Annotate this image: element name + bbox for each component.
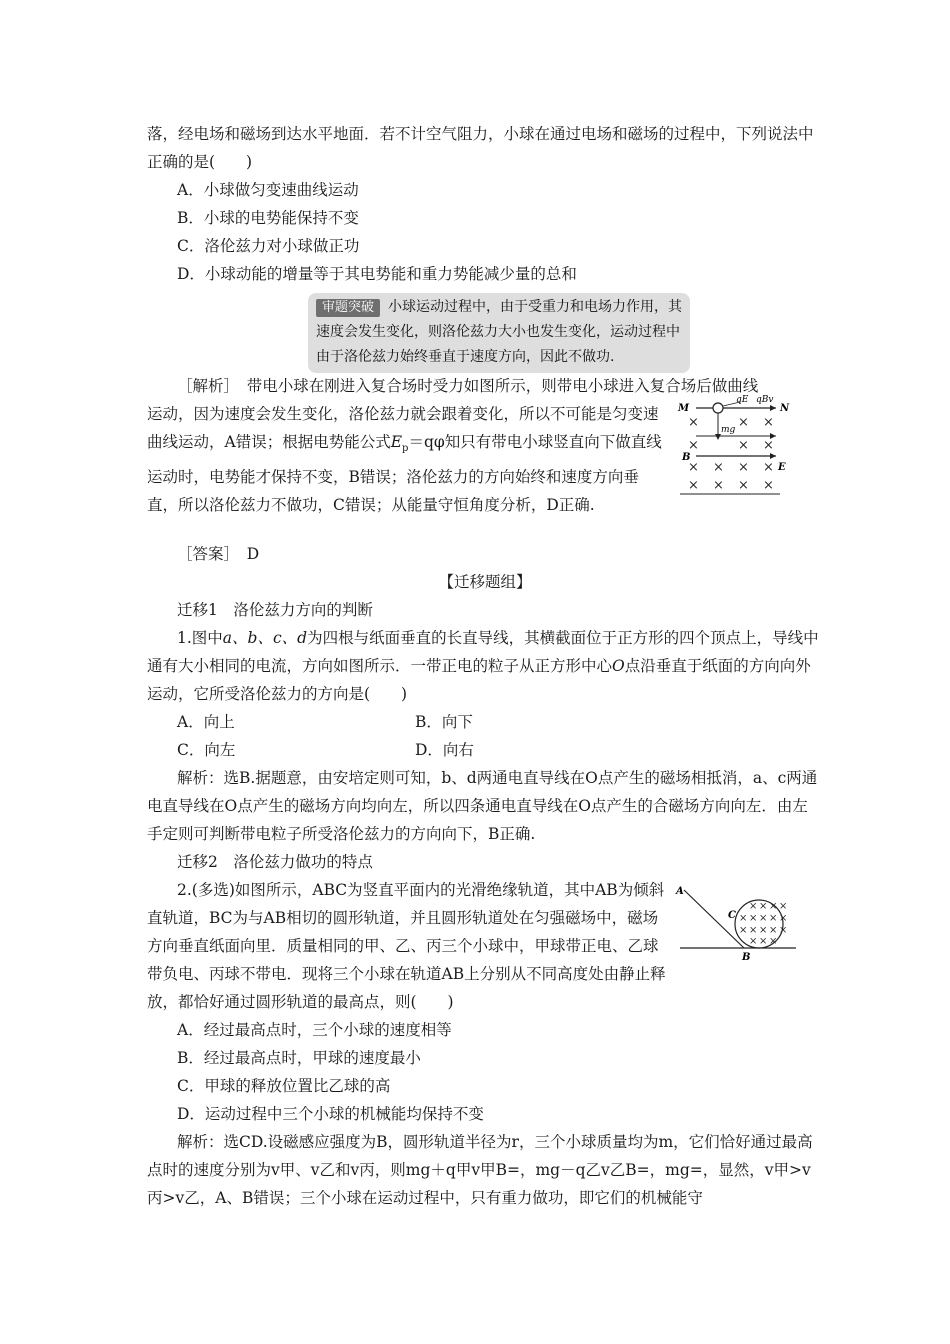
label-a: A: [676, 886, 684, 897]
analysis-text-3: ＝qφ知只有带电小球竖直向下做直线运动时，电势能才保持不变，B错误；洛伦兹力的方向始终和速度方向垂直，所以洛伦兹力不做功，C错误；从能量守恒角度分析，D正确.: [147, 433, 662, 515]
label-b: B: [682, 452, 691, 463]
stem-part: 点沿垂直于纸面的方向向外运动，它所受洛伦兹力的方向是( ): [147, 657, 811, 703]
analysis-text-2: 运动，因为速度会发生变化，洛伦兹力就会跟着变化，所以不可能是匀变速曲线运动，A错误；根据电势能公式: [147, 405, 659, 451]
cross: ×: [749, 901, 758, 912]
label-e: E: [778, 462, 786, 473]
t2-option-a: A．经过最高点时，三个小球的速度相等: [177, 1021, 452, 1039]
cross: ×: [738, 460, 749, 475]
stem-part: 1.图中: [177, 629, 223, 647]
cross: ×: [769, 925, 778, 936]
answer-label: ［答案］: [177, 545, 232, 563]
cross: ×: [738, 438, 749, 453]
cross: ×: [779, 925, 788, 936]
cross: ×: [769, 901, 778, 912]
hint-tag: 审题突破: [316, 299, 380, 317]
option-b: B．小球的电势能保持不变: [177, 209, 359, 227]
stem-o: O: [612, 657, 625, 675]
magnetic-field-crosses: [739, 901, 787, 947]
t2-option-d: D．运动过程中三个小球的机械能均保持不变: [177, 1105, 484, 1123]
stem-part: 为四根与纸面垂直的长直导线，其横截面位于正方形的四个顶点上，导线中通有大小相同的电流，方向如图所示．一带正电的粒子从正方形中心: [147, 629, 819, 675]
transfer-2-stem: 2.(多选)如图所示，ABC为竖直平面内的光滑绝缘轨道，其中AB为倾斜直轨道，BC为与AB相切的圆形轨道，并且圆形轨道处在匀强磁场中，磁场方向垂直纸面向里．质量相同的甲、乙、丙三个小球中，甲球带正电、乙球带负电、丙球不带电．现将三个小球在轨道AB上分别从不同高度处由静止释放，都恰好通过圆形轨道的最高点，则( ): [147, 881, 666, 1011]
answer-line: [147, 540, 823, 568]
field-diagram: [676, 394, 792, 498]
cross: ×: [769, 913, 778, 924]
t1-option-c: C．向左: [177, 741, 236, 759]
label-b: B: [742, 952, 751, 963]
label-m: M: [678, 403, 690, 414]
cross: ×: [779, 913, 788, 924]
formula-sub: p: [402, 443, 409, 455]
option-d: D．小球动能的增量等于其电势能和重力势能减少量的总和: [177, 265, 577, 283]
cross: ×: [738, 478, 749, 493]
t1-option-a: A．向上: [177, 713, 235, 731]
t2-option-c: C．甲球的释放位置比乙球的高: [177, 1077, 391, 1095]
cross: ×: [688, 478, 699, 493]
cross: ×: [749, 936, 758, 947]
hint-box: [308, 293, 690, 373]
transfer-1-stem: [147, 624, 823, 708]
label-mg: mg: [721, 425, 736, 435]
label-qbv: qBv: [756, 395, 774, 405]
label-c: C: [728, 910, 736, 921]
cross: ×: [759, 925, 768, 936]
cross: ×: [749, 913, 758, 924]
transfer-1-title: 迁移1 洛伦兹力方向的判断: [177, 601, 373, 619]
t1-option-d: D．向右: [415, 741, 474, 759]
cross: ×: [759, 936, 768, 947]
analysis-label: ［解析］: [177, 377, 232, 395]
answer-value: D: [246, 545, 260, 563]
label-qe: qE: [736, 395, 749, 405]
stem-vars: a、b、c、d: [222, 629, 308, 647]
cross: ×: [779, 901, 788, 912]
cross: ×: [769, 936, 778, 947]
cross: ×: [713, 478, 724, 493]
cross: ×: [688, 415, 699, 430]
analysis-body: [147, 400, 667, 519]
cross: ×: [763, 415, 774, 430]
formula-e: E: [390, 433, 403, 451]
hint-text: 小球运动过程中，由于受重力和电场力作用，其速度会发生变化，则洛伦兹力大小也发生变化，运动过程中由于洛伦兹力始终垂直于速度方向，因此不做功.: [316, 299, 683, 365]
transfer-2-title: 迁移2 洛伦兹力做功的特点: [177, 853, 373, 871]
cross: ×: [688, 460, 699, 475]
cross: ×: [738, 415, 749, 430]
cross: ×: [763, 460, 774, 475]
cross: ×: [739, 925, 748, 936]
t1-solution: 解析：选B.据题意，由安培定则可知，b、d两通电直导线在O点产生的磁场相抵消，a、c两通电直导线在O点产生的磁场方向均向左，所以四条通电直导线在O点产生的合磁场方向向左．由左手定则可判断带电粒子所受洛伦兹力的方向向下，B正确.: [147, 769, 818, 843]
label-n: N: [780, 403, 790, 414]
cross: ×: [759, 901, 768, 912]
analysis-text-1: 带电小球在刚进入复合场时受力如图所示，则带电小球进入复合场后做曲线: [246, 377, 759, 395]
t2-solution: 解析：选CD.设磁感应强度为B，圆形轨道半径为r，三个小球质量均为m，它们恰好通过最高点时的速度分别为v甲、v乙和v丙，则mg＋q甲v甲B=，mg－q乙v乙B=，mg=，显然，v甲>v丙>v乙，A、B错误；三个小球在运动过程中，只有重力做功，即它们的机械能守: [147, 1133, 813, 1207]
t1-option-b: B．向下: [415, 713, 473, 731]
cross: ×: [763, 478, 774, 493]
cross: ×: [713, 460, 724, 475]
t2-option-b: B．经过最高点时，甲球的速度最小: [177, 1049, 421, 1067]
cross: ×: [749, 925, 758, 936]
section-title: 【迁移题组】: [438, 573, 532, 591]
cross: ×: [759, 913, 768, 924]
option-a: A．小球做匀变速曲线运动: [177, 181, 359, 199]
cross: ×: [763, 438, 774, 453]
option-c: C．洛伦兹力对小球做正功: [177, 237, 360, 255]
question-stem-continued: 落，经电场和磁场到达水平地面．若不计空气阻力，小球在通过电场和磁场的过程中，下列说法中正确的是( ): [147, 125, 814, 171]
cross: ×: [688, 438, 699, 453]
cross: ×: [739, 913, 748, 924]
track-diagram: [674, 884, 802, 964]
